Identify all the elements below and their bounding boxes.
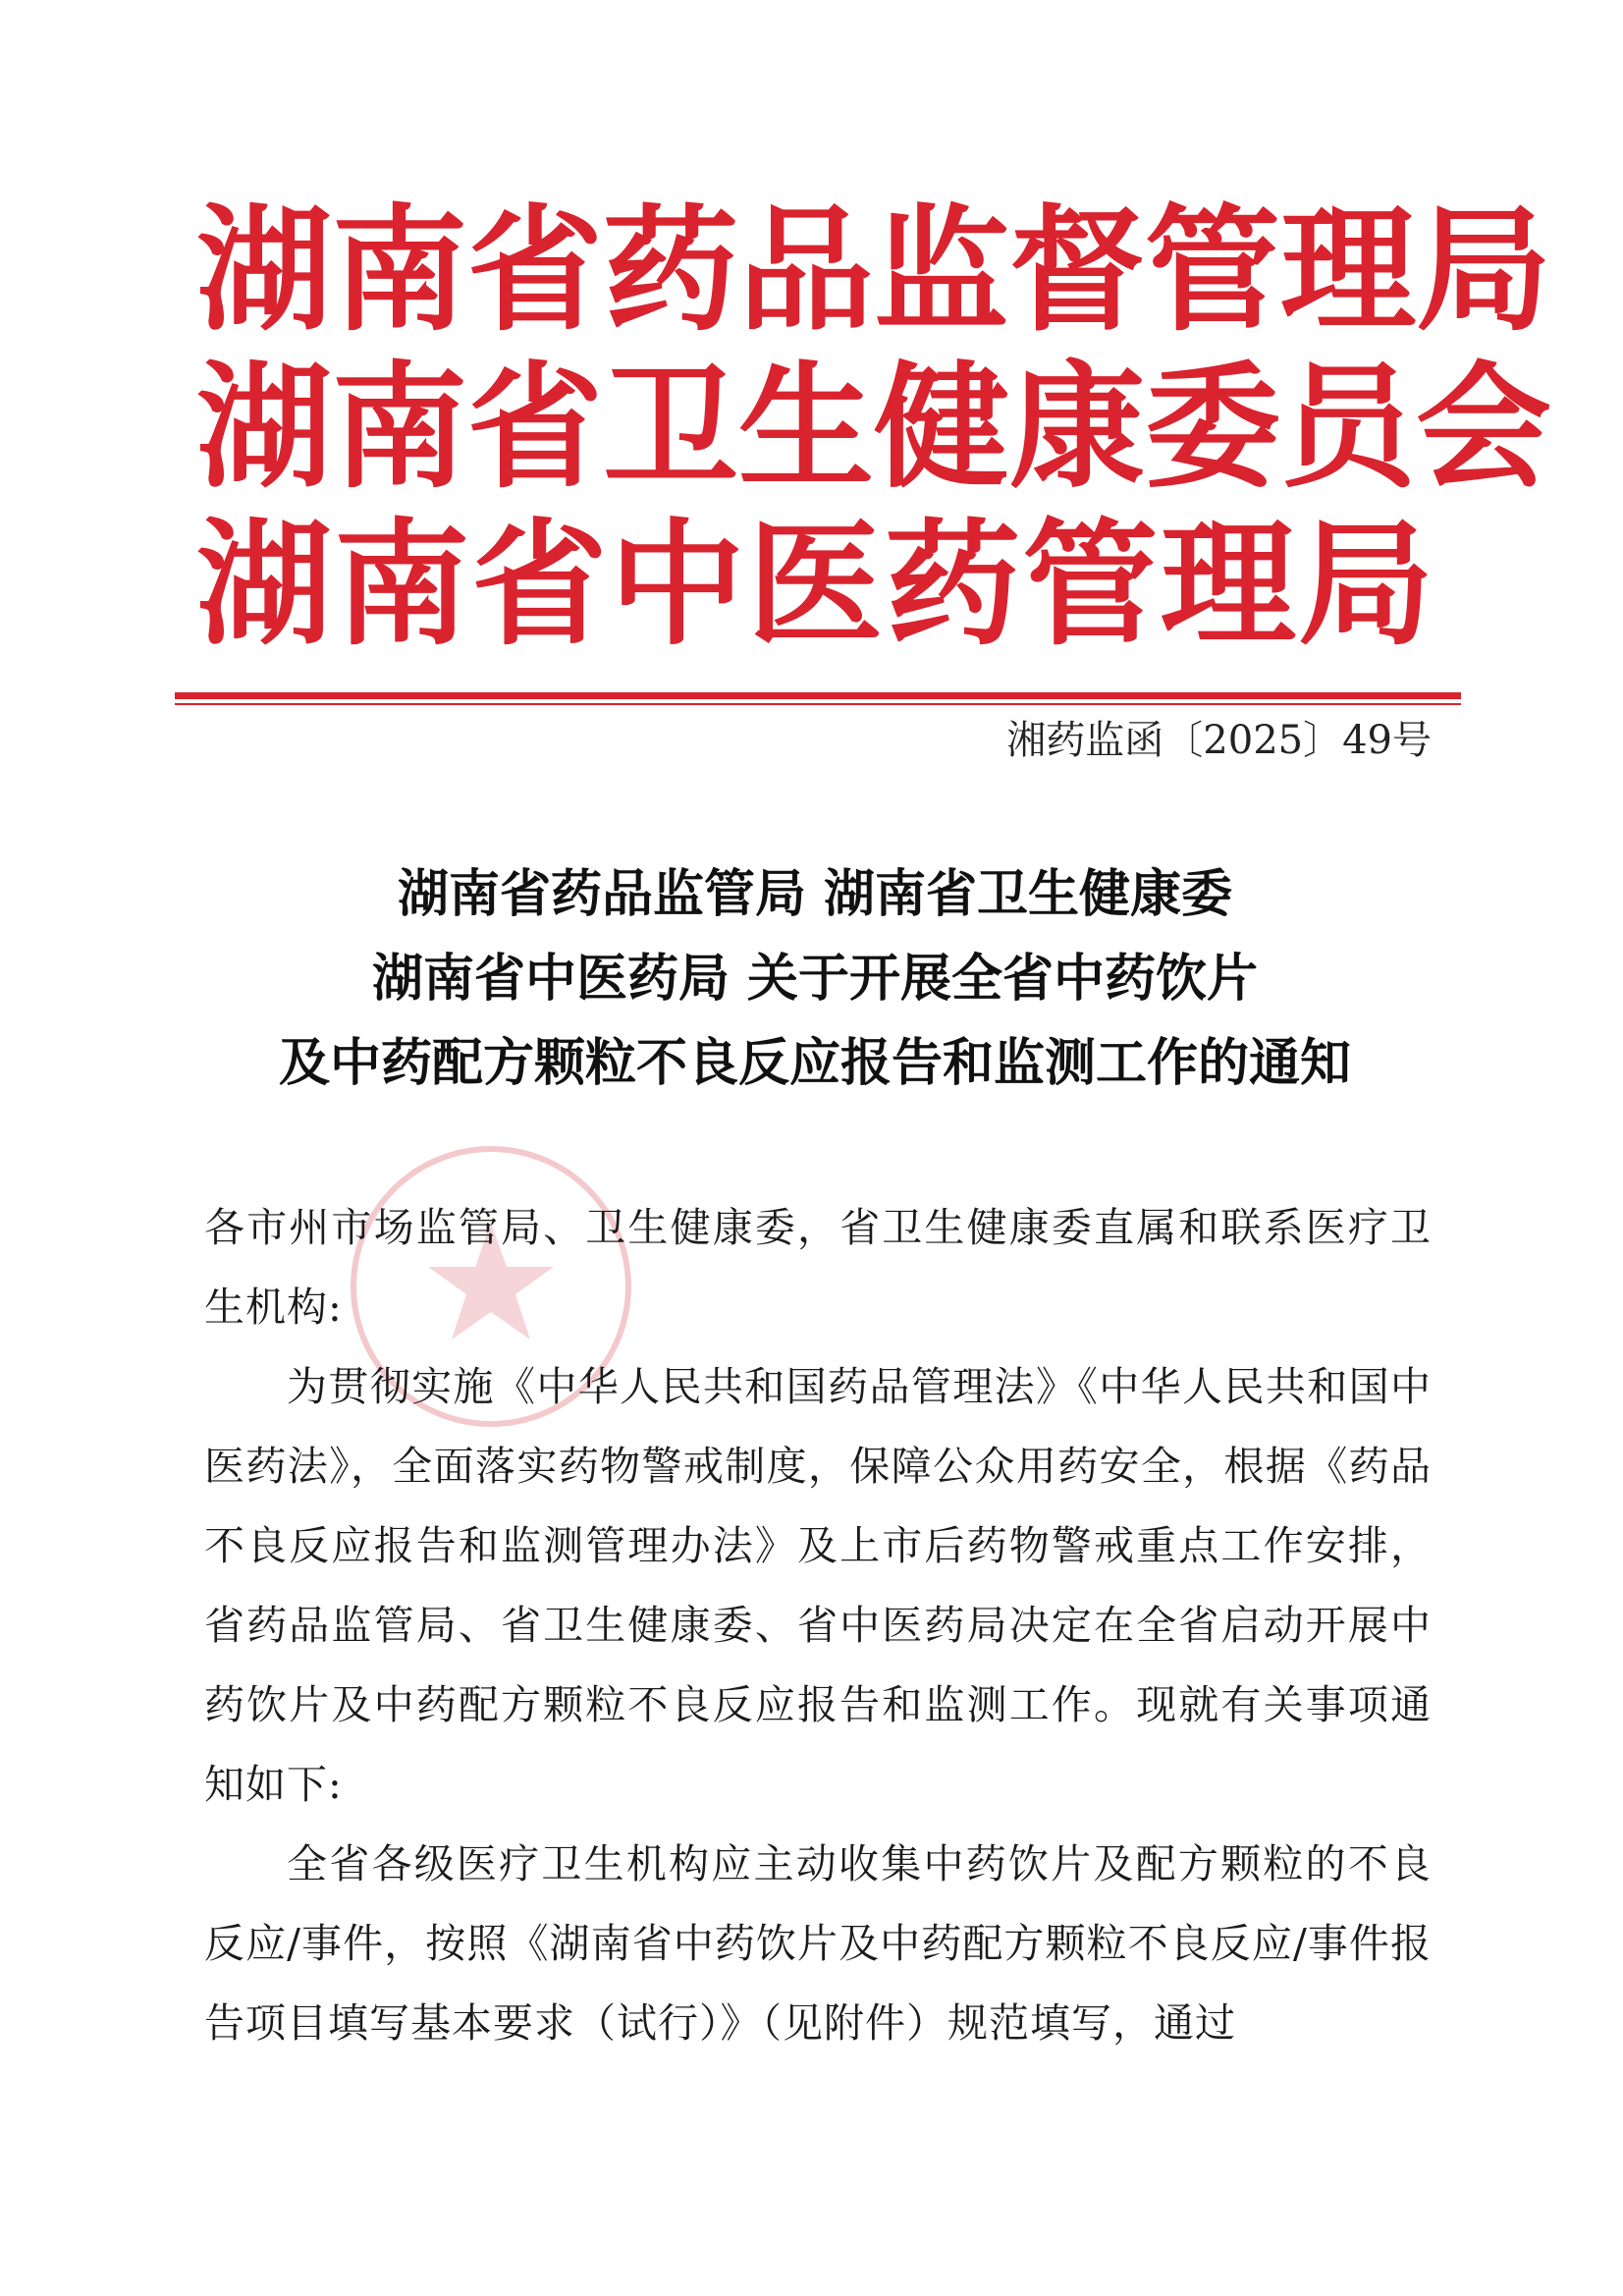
- letterhead-org-drug-admin: 湖南省药品监督管理局: [196, 190, 1552, 350]
- title-line-1: 湖南省药品监管局 湖南省卫生健康委: [397, 864, 1233, 924]
- letterhead-divider-thin: [175, 703, 1461, 705]
- body-paragraph-2: 全省各级医疗卫生机构应主动收集中药饮片及配方颗粒的不良反应/事件，按照《湖南省中药饮片及中药配方颗粒不良反应/事件报告项目填写基本要求（试行）》（见附件）规范填写，通过: [204, 1840, 1432, 2047]
- title-line-3: 及中药配方颗粒不良反应报告和监测工作的通知: [278, 1033, 1351, 1093]
- document-title: [177, 852, 1453, 1106]
- letterhead-divider: [175, 692, 1461, 699]
- title-line-2: 湖南省中医药局 关于开展全省中药饮片: [371, 949, 1259, 1009]
- document-number: 湘药监函〔2025〕49号: [1006, 718, 1432, 763]
- letterhead: [196, 190, 1552, 664]
- document-body: [204, 1188, 1432, 2063]
- salutation: 各市州市场监管局、卫生健康委，省卫生健康委直属和联系医疗卫生机构:: [204, 1204, 1432, 1331]
- body-paragraph-1: 为贯彻实施《中华人民共和国药品管理法》《中华人民共和国中医药法》，全面落实药物警戒制度，保障公众用药安全，根据《药品不良反应报告和监测管理办法》及上市后药物警戒重点工作安排，省药品监管局、省卫生健康委、省中医药局决定在全省启动开展中药饮片及中药配方颗粒不良反应报告和监测工作。现就有关事项通知如下:: [204, 1363, 1432, 1808]
- letterhead-org-tcm-admin: 湖南省中医药管理局: [196, 504, 1434, 664]
- letterhead-org-health-commission: 湖南省卫生健康委员会: [196, 347, 1552, 507]
